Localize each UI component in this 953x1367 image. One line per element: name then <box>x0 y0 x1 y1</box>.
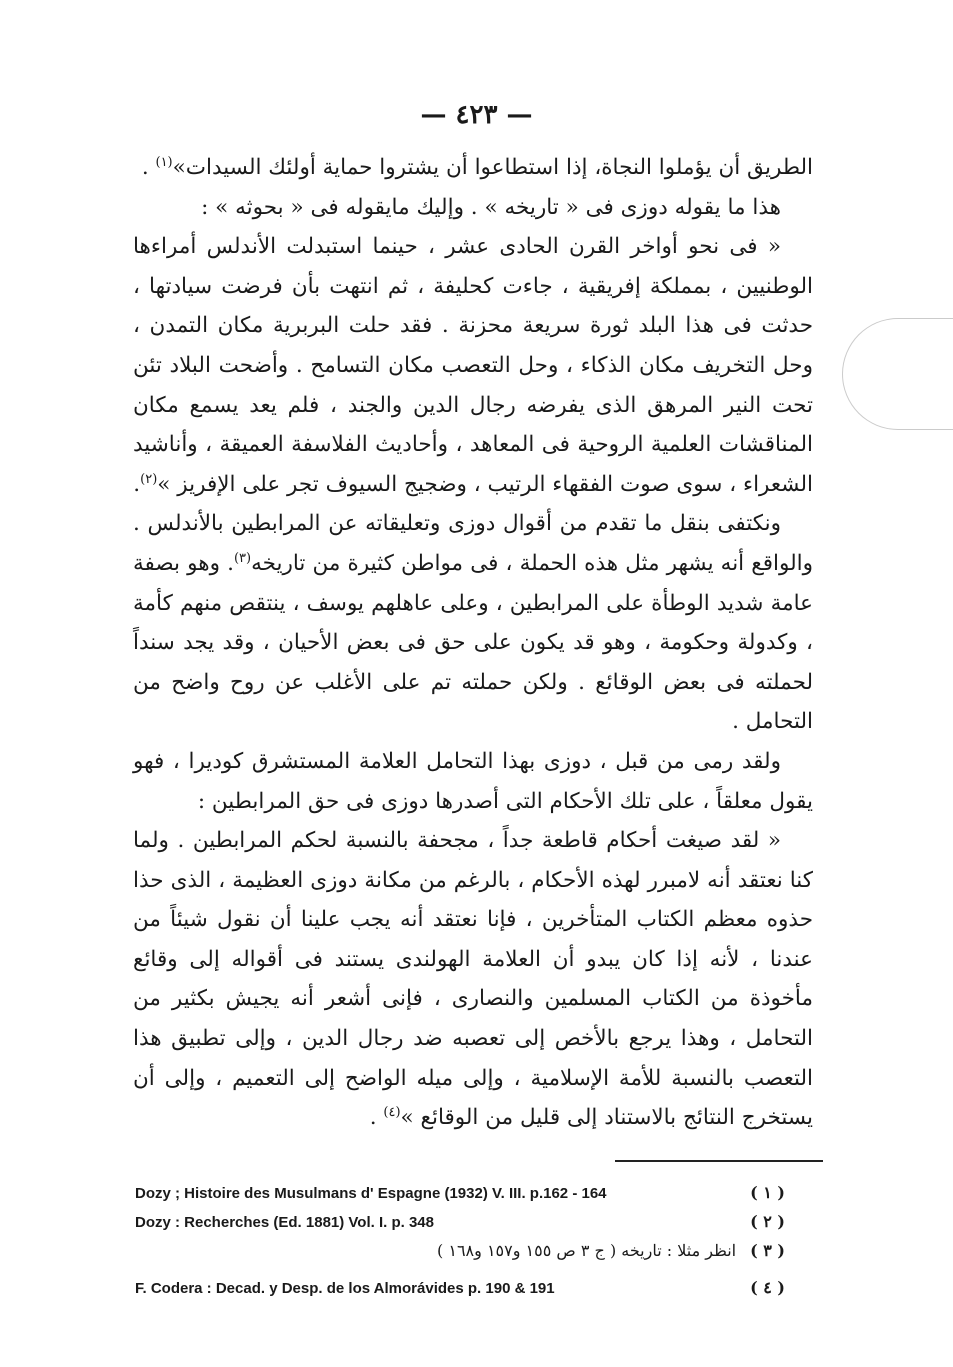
footnote-marker-4: (٤) <box>383 1105 401 1121</box>
footnote-marker-1: (١) <box>155 154 173 170</box>
footnote-text: Dozy : Recherches (Ed. 1881) Vol. I. p. 348 <box>135 1214 434 1231</box>
paragraph-3: « فى نحو أواخر القرن الحادى عشر ، حينما استبدلت الأندلس أمراءها الوطنيين ، بمملكة إفريقية ، جاءت كحليفة ، ثم انتهت بأن فرضت سيادتها ، حدثت فى هذا البلد ثورة سريعة محزنة . فقد حلت البربرية مكان التمدن ، وحل التخريف مكان الذكاء ، وحل التعصب مكان التسامح . وأضحت البلاد تئن تحت النير المرهق الذى يفرضه رجال الدين والجند ، فلم يعد يسمع مكان المناقشات العلمية الروحية فى المعاهد ، وأحاديث الفلاسفة العميقة ، وأناشيد الشعراء ، سوى صوت الفقهاء الرتيب ، وضجيج السيوف تجر على الإفريز »$^{(٢)}$. <box>133 234 813 497</box>
page-smudge-mark <box>842 318 953 430</box>
footnote-1 <box>135 1178 785 1207</box>
paragraph-5: ولقد رمى من قبل ، دوزى بهذا التحامل العلامة المستشرق كوديرا ، فهو يقول معلقاً ، على تلك الأحكام التى أصدرها دوزى فى حق المرابطين : <box>133 748 813 814</box>
footnote-number: ( ٤ ) <box>750 1278 785 1297</box>
footnote-4 <box>135 1273 785 1302</box>
footnote-3 <box>135 1236 785 1265</box>
paragraph-1: الطريق أن يؤملوا النجاة، إذا استطاعوا أن يشتروا حماية أولئك السيدات»$^{(١)}$ . <box>141 154 813 180</box>
paragraph-2: هذا ما يقوله دوزى فى « تاريخه » . وإليك مايقوله فى « بحوثه » : <box>201 194 781 220</box>
paragraph-6: « لقد صيغت أحكام قاطعة جداً ، مجحفة بالنسبة لحكم المرابطين . ولما كنا نعتقد أنه لامبرر لهذه الأحكام ، بالرغم من مكانة دوزى العظيمة ، الذى حذا حذوه معظم الكتاب المتأخرين ، فإنا نعتقد أنه يجب علينا أن نقول شيئاً من عندنا ، لأنه إذا كان يبدو أن العلامة الهولندى يستند فى أقواله إلى وقائع مأخوذة من الكتاب المسلمين والنصارى ، فإنى أشعر أنه يجيش بكثير من التحامل ، وهذا يرجع بالأخص إلى تعصبه ضد رجال الدين ، وإلى تطبيق هذا التعصب بالنسبة للأمة الإسلامية ، وإلى ميله الواضح إلى التعميم ، وإلى أن يستخرج النتائج بالاستناد إلى قليل من الوقائع »$^{(٤)}$ . <box>133 828 813 1131</box>
footnote-divider <box>615 1160 823 1162</box>
footnote-2 <box>135 1207 785 1236</box>
footnote-number: ( ٣ ) <box>750 1241 785 1260</box>
body-text <box>133 148 813 1138</box>
footnotes <box>135 1178 785 1302</box>
footnote-marker-3: (٣) <box>233 550 252 566</box>
footnote-number: ( ٢ ) <box>750 1212 785 1231</box>
footnote-marker-2: (٢) <box>140 471 158 487</box>
paragraph-4: ونكتفى بنقل ما تقدم من أقوال دوزى وتعليقاته عن المرابطين بالأندلس . والواقع أنه يشهر مثل هذه الحملة ، فى مواطن كثيرة من تاريخه$^{(٣)}$. وهو بصفة عامة شديد الوطأة على المرابطين ، وعلى عاهلهم يوسف ، ينتقص منهم كأمة ، وكدولة وحكومة ، وهو قد يكون على حق فى بعض الأحيان ، وقد يجد سنداً لحملته فى بعض الوقائع . ولكن حملته تم على الأغلب عن روح واضح من التحامل . <box>133 511 813 735</box>
footnote-text: Dozy ; Histoire des Musulmans d' Espagne (1932) V. III. p.162 - 164 <box>135 1185 607 1202</box>
footnote-text: F. Codera : Decad. y Desp. de los Almorávides p. 190 & 191 <box>135 1280 555 1297</box>
page-number: — ٤٢٣ — <box>420 100 533 130</box>
footnote-number: ( ١ ) <box>750 1183 785 1202</box>
footnote-text: انظر مثلا : تاريخه ( ج ٣ ص ١٥٥ و١٥٧ و١٦٨ ) <box>437 1241 737 1260</box>
